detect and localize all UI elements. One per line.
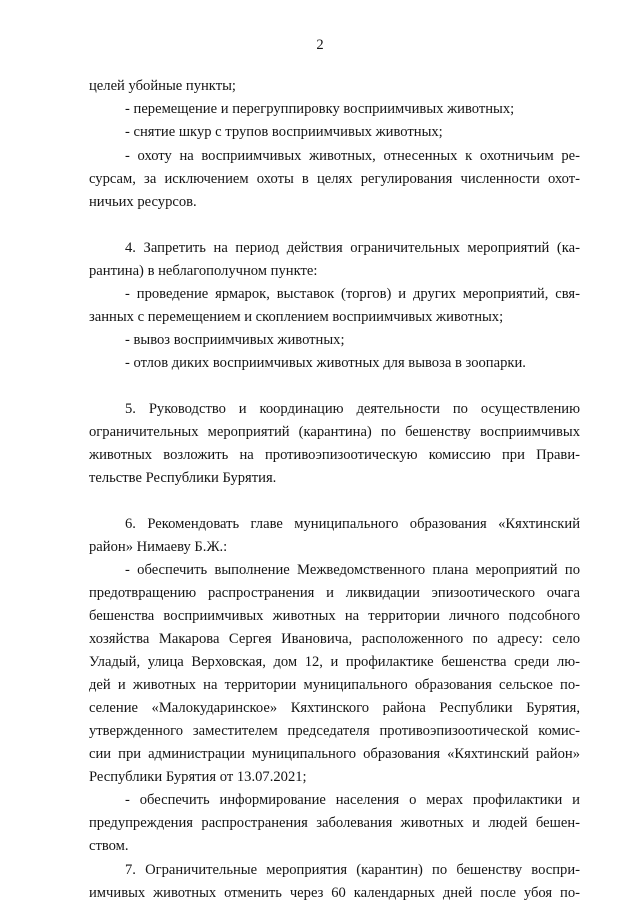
text-line: имчивых животных отменить через 60 календарных дней после убоя по-	[89, 885, 580, 901]
text-line: тельстве Республики Бурятия.	[89, 470, 277, 486]
page-number: 2	[316, 37, 324, 53]
paragraph-6-line: 6. Рекомендовать главе муниципального образования «Кяхтинский	[125, 516, 580, 532]
text-line: сии при администрации муниципального образования «Кяхтинский район»	[89, 746, 580, 762]
text-line: - охоту на восприимчивых животных, отнесенных к охотничьим ре-	[125, 148, 580, 164]
text-line: бешенства восприимчивых животных на территории личного подсобного	[89, 608, 580, 624]
text-line: хозяйства Макарова Сергея Ивановича, расположенного по адресу: село	[89, 631, 580, 647]
text-line: животных возложить на противоэпизоотическую комиссию при Прави-	[89, 447, 580, 463]
text-line: - снятие шкур с трупов восприимчивых животных;	[125, 124, 443, 140]
text-line: предупреждения распространения заболевания животных и людей бешен-	[89, 815, 580, 831]
text-line: - отлов диких восприимчивых животных для вывоза в зоопарки.	[125, 355, 526, 371]
text-line: целей убойные пункты;	[89, 78, 236, 94]
text-line: предотвращению распространения и ликвидации эпизоотического очага	[89, 585, 580, 601]
text-line: ограничительных мероприятий (карантина) по бешенству восприимчивых	[89, 424, 580, 440]
text-line: - обеспечить выполнение Межведомственного плана мероприятий по	[125, 562, 580, 578]
paragraph-7-line: 7. Ограничительные мероприятия (карантин) по бешенству воспри-	[125, 862, 580, 878]
text-line: селение «Малокударинское» Кяхтинского района Республики Бурятия,	[89, 700, 580, 716]
text-line: ничьих ресурсов.	[89, 194, 197, 210]
text-line: рантина) в неблагополучном пункте:	[89, 263, 318, 279]
text-line: ством.	[89, 838, 129, 854]
text-line: Уладый, улица Верховская, дом 12, и профилактике бешенства среди лю-	[89, 654, 580, 670]
text-line: сурсам, за исключением охоты в целях регулирования численности охот-	[89, 171, 580, 187]
text-line: - перемещение и перегруппировку восприимчивых животных;	[125, 101, 515, 117]
text-line: район» Нимаеву Б.Ж.:	[89, 539, 228, 555]
text-line: - вывоз восприимчивых животных;	[125, 332, 345, 348]
text-line: утвержденного заместителем председателя противоэпизоотической комис-	[89, 723, 580, 739]
text-line: Республики Бурятия от 13.07.2021;	[89, 769, 307, 785]
paragraph-5-line: 5. Руководство и координацию деятельности по осуществлению	[125, 401, 580, 417]
text-line: занных с перемещением и скоплением восприимчивых животных;	[89, 309, 504, 325]
text-line: - обеспечить информирование населения о мерах профилактики и	[125, 792, 580, 808]
text-line: дей и животных на территории муниципального образования сельское по-	[89, 677, 580, 693]
text-line: - проведение ярмарок, выставок (торгов) и других мероприятий, свя-	[125, 286, 580, 302]
paragraph-4-line: 4. Запретить на период действия ограничительных мероприятий (ка-	[125, 240, 580, 256]
